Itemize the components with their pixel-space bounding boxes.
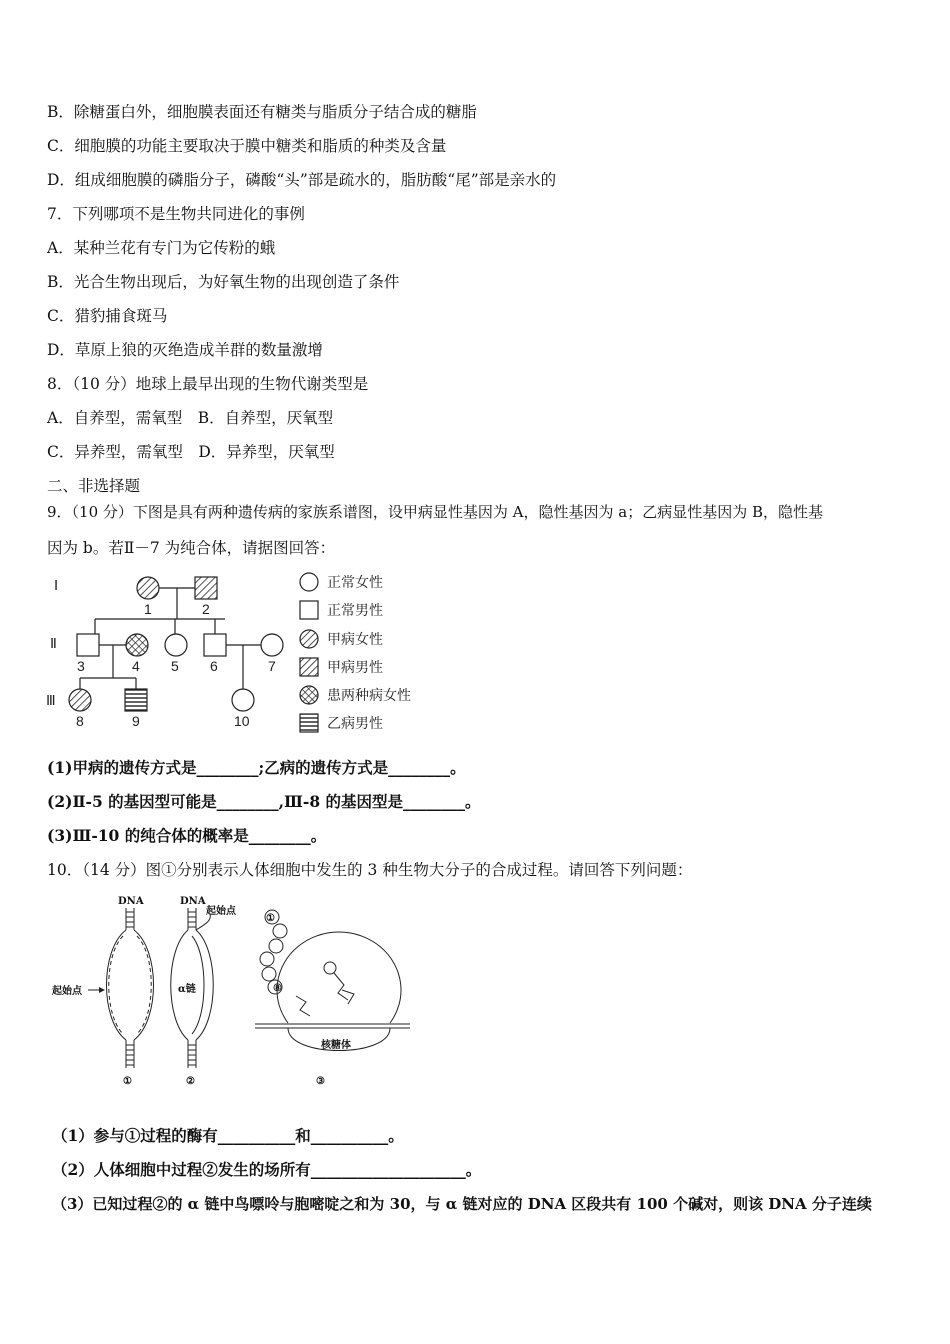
amino-acid-1-label: ① [266,913,275,924]
q7-option-c: C．猎豹捕食斑马 [47,307,168,325]
individual-8-label: 8 [76,713,84,729]
individual-4-label: 4 [132,658,140,674]
q8-stem: 8．（10 分）地球上最早出现的生物代谢类型是 [47,375,369,393]
q6-option-c: C．细胞膜的功能主要取决于膜中糖类和脂质的种类及含量 [47,137,447,155]
legend-normal-male-symbol [300,601,318,619]
legend-normal-male: 正常男性 [327,603,383,619]
dna-label-1: DNA [118,896,144,907]
individual-4-circle [126,634,148,656]
origin-label-1: 起始点 [52,986,82,997]
q10-part3: （3）已知过程②的 α 链中鸟嘌呤与胞嘧啶之和为 30，与 α 链对应的 DNA 区段共有 100 个碱对，则该 DNA 分子连续 [52,1195,872,1213]
individual-7-circle [261,634,283,656]
individual-1-label: 1 [144,601,152,617]
q8-options-ab: A．自养型，需氧型 B．自养型，厌氧型 [47,409,334,427]
individual-3-square [77,634,99,656]
q7-option-a: A．某种兰花有专门为它传粉的蛾 [47,239,276,257]
individual-10-label: 10 [234,713,250,729]
q9-part1: (1)甲病的遗传方式是________;乙病的遗传方式是________。 [47,758,466,777]
q10-part2: （2）人体细胞中过程②发生的场所有____________________。 [52,1160,482,1179]
ribosome-label: 核糖体 [321,1040,351,1051]
generation-label-1: Ⅰ [54,577,59,593]
q6-option-d: D．组成细胞膜的磷脂分子，磷酸“头”部是疏水的，脂肪酸“尾”部是亲水的 [47,171,557,189]
q10-part1: （1）参与①过程的酶有__________和__________。 [52,1126,404,1145]
legend-normal-female: 正常女性 [327,575,383,591]
dna-label-2: DNA [180,896,206,907]
q7-stem: 7．下列哪项不是生物共同进化的事例 [47,205,305,223]
individual-8-circle [69,689,91,711]
origin-label-2: 起始点 [206,906,236,917]
legend-both-diseases-female: 患两种病女性 [327,688,411,704]
q6-option-b: B．除糖蛋白外，细胞膜表面还有糖类与脂质分子结合成的糖脂 [47,103,477,121]
legend-both-diseases-female-symbol [300,686,318,704]
process-1-label: ① [123,1076,132,1087]
synthesis-processes-figure [50,890,430,1090]
legend-disease-b-male: 乙病男性 [327,716,383,732]
pedigree-figure [40,568,440,738]
legend-normal-female-symbol [300,573,318,591]
legend-disease-b-male-symbol [300,714,318,732]
legend-disease-a-female: 甲病女性 [327,632,383,648]
individual-6-square [204,634,226,656]
q9-part2: (2)Ⅱ-5 的基因型可能是________,Ⅲ-8 的基因型是________。 [47,792,481,811]
individual-2-label: 2 [202,601,210,617]
process-3-label: ③ [316,1076,325,1087]
legend-disease-a-female-symbol [300,630,318,648]
legend-disease-a-male-symbol [300,658,318,676]
q8-options-cd: C．异养型，需氧型 D．异养型，厌氧型 [47,443,335,461]
individual-7-label: 7 [268,658,276,674]
q9-stem-line2: 因为 b。若Ⅱ－7 为纯合体，请据图回答： [47,539,336,557]
section-heading: 二、非选择题 [47,477,141,495]
q10-stem: 10．（14 分）图①分别表示人体细胞中发生的 3 种生物大分子的合成过程。请回答下列问题： [47,861,693,879]
amino-acid-8-label: ⑧ [273,983,282,994]
individual-6-label: 6 [210,658,218,674]
individual-9-square [125,689,147,711]
individual-10-circle [232,689,254,711]
q7-option-b: B．光合生物出现后，为好氧生物的出现创造了条件 [47,273,400,291]
individual-5-label: 5 [171,658,179,674]
q9-part3: (3)Ⅲ-10 的纯合体的概率是________。 [47,826,327,845]
individual-5-circle [165,634,187,656]
q7-option-d: D．草原上狼的灭绝造成羊群的数量激增 [47,341,323,359]
legend-disease-a-male: 甲病男性 [327,660,383,676]
generation-label-3: Ⅲ [46,692,56,708]
q9-stem-line1: 9．（10 分）下图是具有两种遗传病的家族系谱图，设甲病显性基因为 A，隐性基因为 a；乙病显性基因为 B，隐性基 [47,503,824,521]
individual-3-label: 3 [77,658,85,674]
generation-label-2: Ⅱ [50,635,57,651]
individual-9-label: 9 [132,713,140,729]
alpha-chain-label: α链 [178,984,196,995]
individual-2-square [195,577,217,599]
individual-1-circle [137,577,159,599]
process-2-label: ② [186,1076,195,1087]
